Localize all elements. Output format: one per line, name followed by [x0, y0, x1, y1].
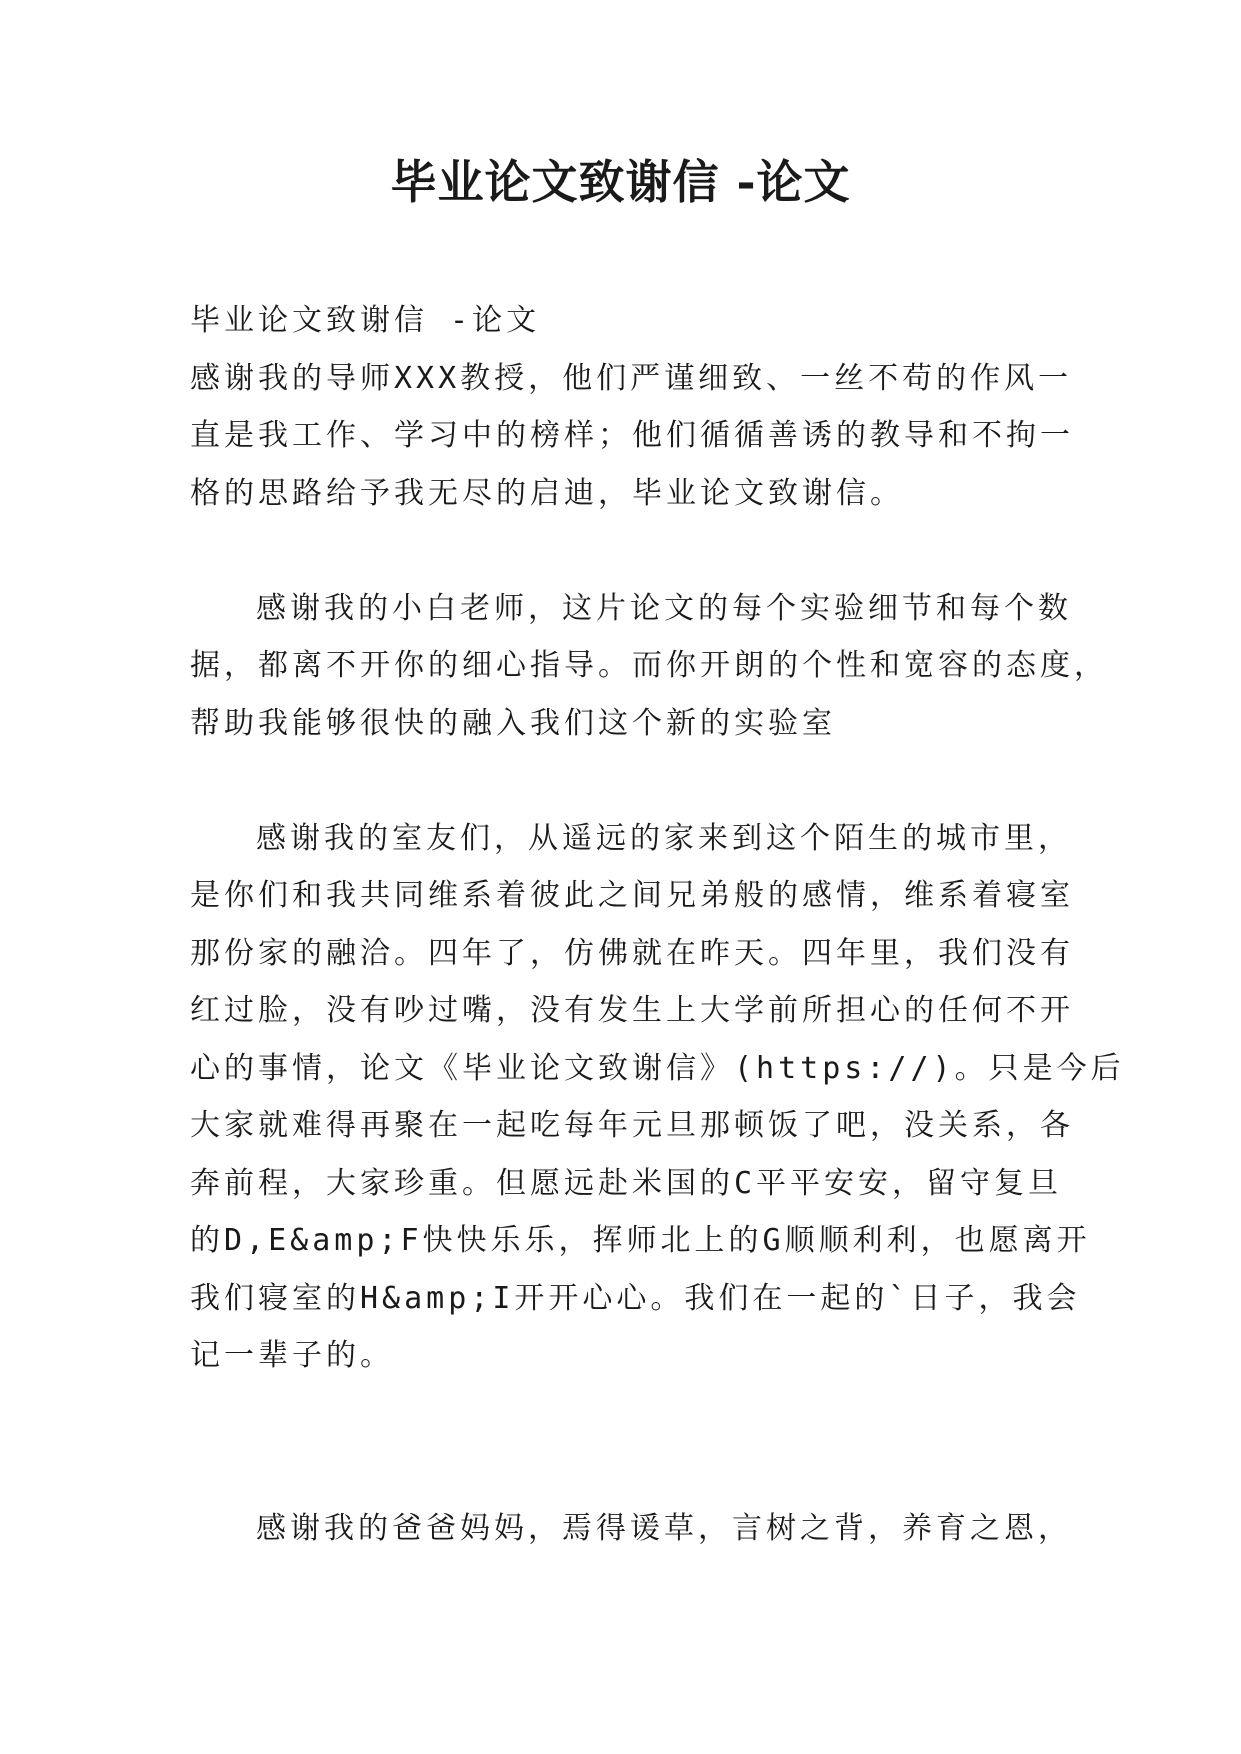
paragraph-gap [190, 1385, 1056, 1500]
paragraph-teacher [190, 580, 1108, 753]
paragraph-gap [190, 752, 1056, 810]
paragraph-line: 格的思路给予我无尽的启迪，毕业论文致谢信。 [190, 475, 904, 511]
paragraph-line: 感谢我的小白老师，这片论文的每个实验细节和每个数 [256, 590, 1072, 626]
paragraph-parents [190, 1500, 1072, 1558]
paragraph-line: 据，都离不开你的细心指导。而你开朗的个性和宽容的态度， [190, 648, 1108, 683]
paragraph-line: 感谢我的室友们，从遥远的家来到这个陌生的城市里， [256, 820, 1072, 856]
paragraph-line: 感谢我的导师XXX教授，他们严谨细致、一丝不苟的作风一 [190, 360, 1073, 396]
document-subtitle: 毕业论文致谢信 -论文 [190, 303, 541, 338]
paragraph-line: 感谢我的爸爸妈妈，焉得谖草，言树之背，养育之恩， [256, 1510, 1072, 1546]
paragraph-line: 的D,E&amp;F快快乐乐，挥师北上的G顺顺利利，也愿离开 [190, 1223, 1091, 1258]
paragraph-line: 直是我工作、学习中的榜样；他们循循善诱的教导和不拘一 [190, 418, 1074, 453]
paragraph-line: 奔前程，大家珍重。但愿远赴米国的C平平安安，留守复旦 [190, 1165, 1063, 1201]
paragraph-roommates [190, 810, 1125, 1385]
paragraph-advisor [190, 350, 1074, 523]
paragraph-line: 帮助我能够很快的融入我们这个新的实验室 [190, 705, 836, 741]
paragraph-line: 心的事情，论文《毕业论文致谢信》(https://)。只是今后 [190, 1050, 1125, 1086]
paragraph-line: 记一辈子的。 [190, 1338, 394, 1373]
paragraph-gap [190, 522, 1056, 580]
paragraph-line: 红过脸，没有吵过嘴，没有发生上大学前所担心的任何不开 [190, 993, 1074, 1028]
document-title: 毕业论文致谢信 -论文 [390, 155, 851, 209]
paragraph-line: 是你们和我共同维系着彼此之间兄弟般的感情，维系着寝室 [190, 878, 1074, 913]
document-body [190, 292, 1125, 1557]
paragraph-line: 大家就难得再聚在一起吃每年元旦那顿饭了吧，没关系，各 [190, 1108, 1074, 1143]
paragraph-line: 我们寝室的H&amp;I开开心心。我们在一起的`日子，我会 [190, 1280, 1081, 1316]
paragraph-line: 那份家的融洽。四年了，仿佛就在昨天。四年里，我们没有 [190, 935, 1074, 971]
